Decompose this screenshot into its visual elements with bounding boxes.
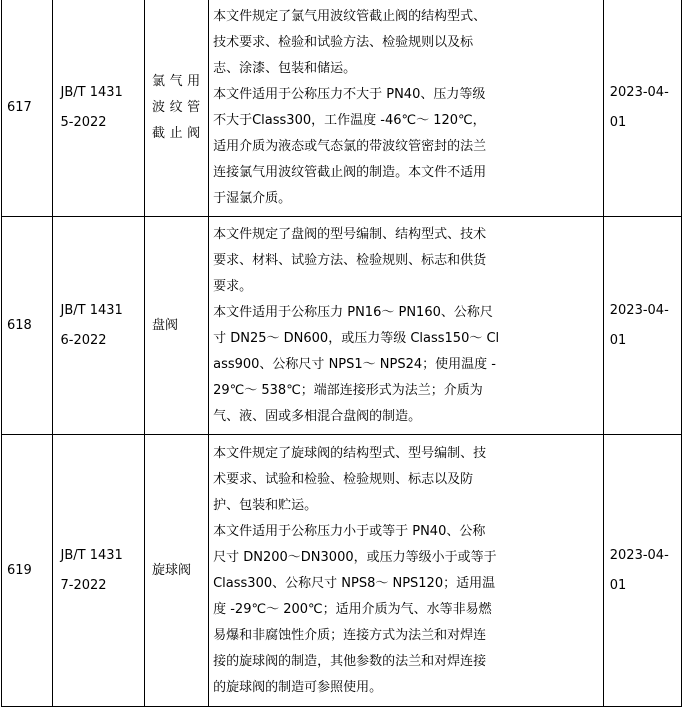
standard-name-line: 盘阀 bbox=[152, 317, 179, 333]
description-line: 本文件规定了旋球阀的结构型式、型号编制、技 bbox=[213, 445, 487, 461]
standard-description bbox=[209, 217, 604, 435]
standard-name bbox=[145, 217, 209, 435]
implementation-date bbox=[603, 435, 681, 707]
standard-code-line: 5-2022 bbox=[60, 114, 107, 130]
row-number: 619 bbox=[2, 435, 53, 707]
standard-code-line: 6-2022 bbox=[60, 332, 107, 348]
standard-code bbox=[52, 435, 145, 707]
description-line: 度 -29℃～ 200℃；适用介质为气、水等非易燃 bbox=[213, 601, 492, 617]
description-line: 气、液、固或多相混合盘阀的制造。 bbox=[213, 408, 422, 424]
description-line: 术要求、试验和检验、检验规则、标志以及防 bbox=[213, 471, 474, 487]
description-line: 要求。 bbox=[213, 278, 253, 294]
standard-name-line: 旋球阀 bbox=[152, 562, 192, 578]
description-line: 本文件规定了盘阀的型号编制、结构型式、技术 bbox=[213, 226, 487, 242]
description-line: 护、包装和贮运。 bbox=[213, 497, 318, 513]
standard-code-line: JB/T 1431 bbox=[60, 302, 123, 318]
description-line: 易爆和非腐蚀性介质；连接方式为法兰和对焊连 bbox=[213, 627, 487, 643]
table-row bbox=[2, 217, 682, 435]
row-number: 617 bbox=[2, 0, 53, 217]
standard-description bbox=[209, 0, 604, 217]
standard-code-line: JB/T 1431 bbox=[60, 547, 123, 563]
description-line: 本文件规定了氯气用波纹管截止阀的结构型式、 bbox=[213, 8, 487, 24]
description-line: 本文件适用于公称压力小于或等于 PN40、公称 bbox=[213, 523, 486, 539]
description-line: 接的旋球阀的制造，其他参数的法兰和对焊连接 bbox=[213, 653, 487, 669]
date-line: 01 bbox=[609, 114, 627, 130]
description-line: 寸 DN25～ DN600，或压力等级 Class150～ Cl bbox=[213, 330, 500, 346]
standard-name bbox=[145, 435, 209, 707]
table-row bbox=[2, 0, 682, 217]
standard-name-line: 氯气用 bbox=[152, 73, 205, 89]
table-row bbox=[2, 435, 682, 707]
description-line: 不大于Class300，工作温度 -46℃～ 120℃， bbox=[213, 112, 486, 128]
description-line: Class300、公称尺寸 NPS8～ NPS120；适用温 bbox=[213, 575, 496, 591]
implementation-date bbox=[603, 217, 681, 435]
description-line: 适用介质为液态或气态氯的带波纹管密封的法兰 bbox=[213, 138, 487, 154]
standard-code bbox=[52, 0, 145, 217]
description-line: 本文件适用于公称压力不大于 PN40、压力等级 bbox=[213, 86, 486, 102]
standard-name-line: 波纹管 bbox=[152, 99, 205, 115]
standard-name bbox=[145, 0, 209, 217]
standard-code-line: JB/T 1431 bbox=[60, 84, 123, 100]
description-line: 的旋球阀的制造可参照使用。 bbox=[213, 679, 383, 695]
description-line: 要求、材料、试验方法、检验规则、标志和供货 bbox=[213, 252, 487, 268]
description-line: 29℃～ 538℃；端部连接形式为法兰；介质为 bbox=[213, 382, 483, 398]
date-line: 2023-04- bbox=[609, 302, 669, 318]
standards-table bbox=[1, 0, 682, 707]
standard-description bbox=[209, 435, 604, 707]
date-line: 2023-04- bbox=[609, 547, 669, 563]
description-line: 尺寸 DN200～DN3000，或压力等级小于或等于 bbox=[213, 549, 497, 565]
standard-code-line: 7-2022 bbox=[60, 577, 107, 593]
standard-name-line: 截止阀 bbox=[152, 125, 205, 141]
description-line: 本文件适用于公称压力 PN16～ PN160、公称尺 bbox=[213, 304, 493, 320]
implementation-date bbox=[603, 0, 681, 217]
description-line: 于湿氯介质。 bbox=[213, 190, 292, 206]
date-line: 01 bbox=[609, 332, 627, 348]
date-line: 2023-04- bbox=[609, 84, 669, 100]
description-line: 技术要求、检验和试验方法、检验规则以及标 bbox=[213, 34, 474, 50]
description-line: 连接氯气用波纹管截止阀的制造。本文件不适用 bbox=[213, 164, 487, 180]
date-line: 01 bbox=[609, 577, 627, 593]
description-line: 志、涂漆、包装和储运。 bbox=[213, 60, 357, 76]
row-number: 618 bbox=[2, 217, 53, 435]
description-line: ass900、公称尺寸 NPS1～ NPS24；使用温度 - bbox=[213, 356, 496, 372]
standard-code bbox=[52, 217, 145, 435]
